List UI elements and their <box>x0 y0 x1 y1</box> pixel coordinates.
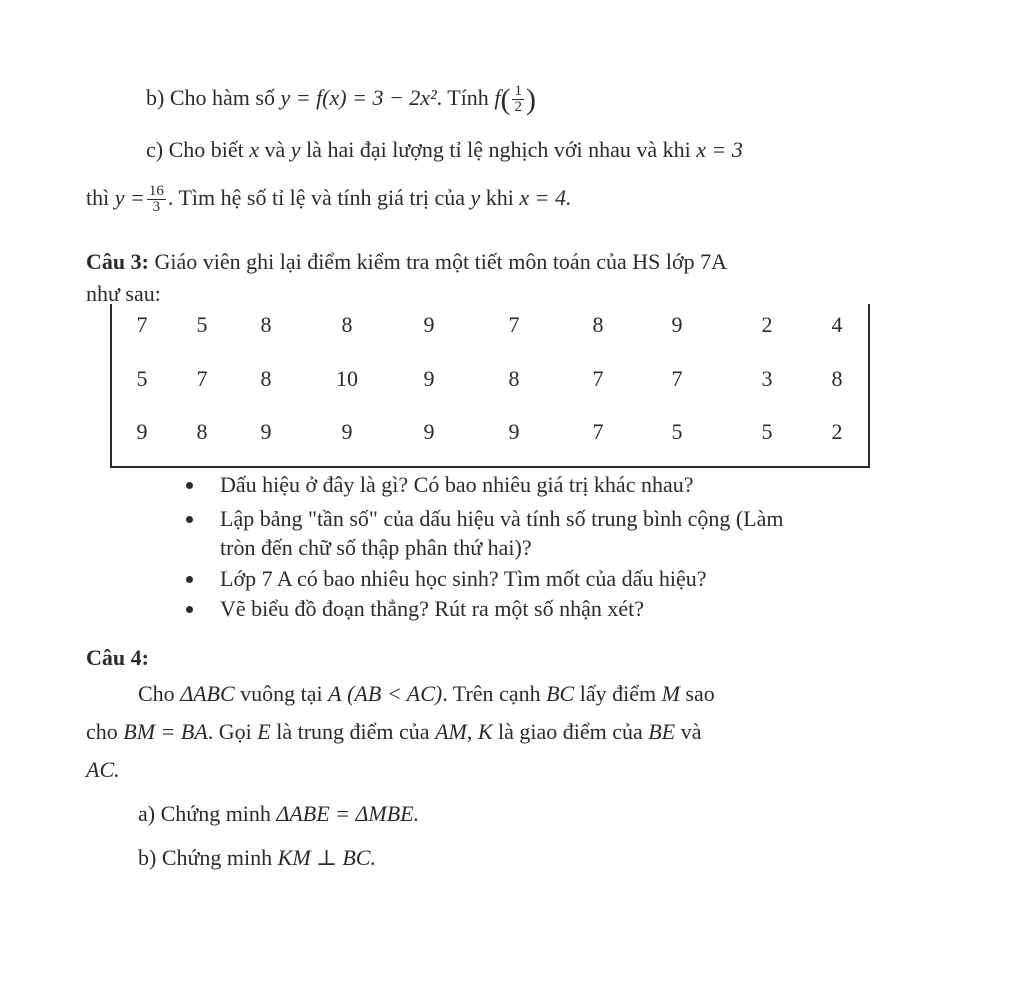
table-cell: 8 <box>260 312 272 337</box>
question-3-heading <box>86 248 727 276</box>
table-cell: 9 <box>423 312 435 337</box>
part-b-compute-label: . Tính <box>436 85 489 110</box>
question-3-label: Câu 3: <box>86 249 149 274</box>
part-b-formula: y = f(x) = 3 − 2x² <box>280 85 437 110</box>
table-cell: 2 <box>831 419 843 444</box>
table-cell: 8 <box>508 366 520 391</box>
close-paren: ) <box>525 82 536 116</box>
bullet-dot-icon <box>186 516 193 523</box>
question-4-line-3: AC. <box>86 757 120 782</box>
part-b-prefix: b) Cho hàm số <box>146 85 275 110</box>
bullet-text: Dấu hiệu ở đây là gì? Có bao nhiêu giá trị khác nhau? <box>220 472 694 497</box>
part-b-line <box>146 84 536 115</box>
table-cell: 9 <box>423 366 435 391</box>
table-cell: 9 <box>136 419 148 444</box>
bullet-text: Lớp 7 A có bao nhiêu học sinh? Tìm mốt của dấu hiệu? <box>220 566 707 591</box>
bullet-text: tròn đến chữ số thập phân thứ hai)? <box>220 535 532 560</box>
part-c-line-1: c) Cho biết x và y là hai đại lượng tỉ lệ nghịch với nhau và khi x = 3 <box>146 137 743 162</box>
score-table <box>110 304 870 468</box>
bullet-dot-icon <box>186 576 193 583</box>
table-cell: 7 <box>136 312 148 337</box>
table-cell: 3 <box>761 366 773 391</box>
question-4-line-2: cho BM = BA. Gọi E là trung điểm của AM, K là giao điểm của BE và <box>86 719 702 744</box>
question-3-text-line-2: như sau: <box>86 281 161 306</box>
question-4-label: Câu 4: <box>86 645 149 670</box>
bullet-dot-icon <box>186 606 193 613</box>
table-cell: 8 <box>831 366 843 391</box>
table-cell: 8 <box>196 419 208 444</box>
table-cell: 9 <box>260 419 272 444</box>
table-cell: 8 <box>341 312 353 337</box>
table-cell: 7 <box>671 366 683 391</box>
table-cell: 8 <box>260 366 272 391</box>
table-cell: 5 <box>761 419 773 444</box>
table-cell: 2 <box>761 312 773 337</box>
table-cell: 7 <box>592 366 604 391</box>
question-4-line-1: Cho ΔABC vuông tại A (AB < AC). Trên cạnh BC lấy điểm M sao <box>138 681 715 706</box>
part-c-line-2: thì y = $\frac{16}{3}$ . Tìm hệ số tỉ lệ và tính giá trị của y khi x = 4. <box>86 183 572 216</box>
table-cell: 7 <box>508 312 520 337</box>
open-paren: ( <box>500 82 511 116</box>
table-cell: 8 <box>592 312 604 337</box>
table-cell: 7 <box>196 366 208 391</box>
table-cell: 5 <box>136 366 148 391</box>
table-cell: 5 <box>671 419 683 444</box>
table-cell: 7 <box>592 419 604 444</box>
table-cell: 5 <box>196 312 208 337</box>
table-cell: 4 <box>831 312 843 337</box>
question-3-text: Giáo viên ghi lại điểm kiểm tra một tiết môn toán của HS lớp 7A <box>154 249 727 274</box>
table-cell: 9 <box>671 312 683 337</box>
table-cell: 9 <box>423 419 435 444</box>
bullet-text: Vẽ biểu đồ đoạn thẳng? Rút ra một số nhận xét? <box>220 596 645 621</box>
table-cell: 9 <box>341 419 353 444</box>
bullet-text: Lập bảng "tần số" của dấu hiệu và tính số trung bình cộng (Làm <box>220 506 784 531</box>
table-cell: 10 <box>336 366 358 391</box>
bullet-dot-icon <box>186 482 193 489</box>
question-4-part-b: b) Chứng minh KM ⊥ BC. <box>138 845 376 870</box>
part-b-fraction: $\frac{1}{2}$ <box>514 83 522 116</box>
question-4-part-a: a) Chứng minh ΔABE = ΔMBE. <box>138 801 420 826</box>
part-b-f-name: f <box>494 85 501 110</box>
part-c-fraction: $\frac{16}{3}$ <box>148 183 164 216</box>
table-cell: 9 <box>508 419 520 444</box>
